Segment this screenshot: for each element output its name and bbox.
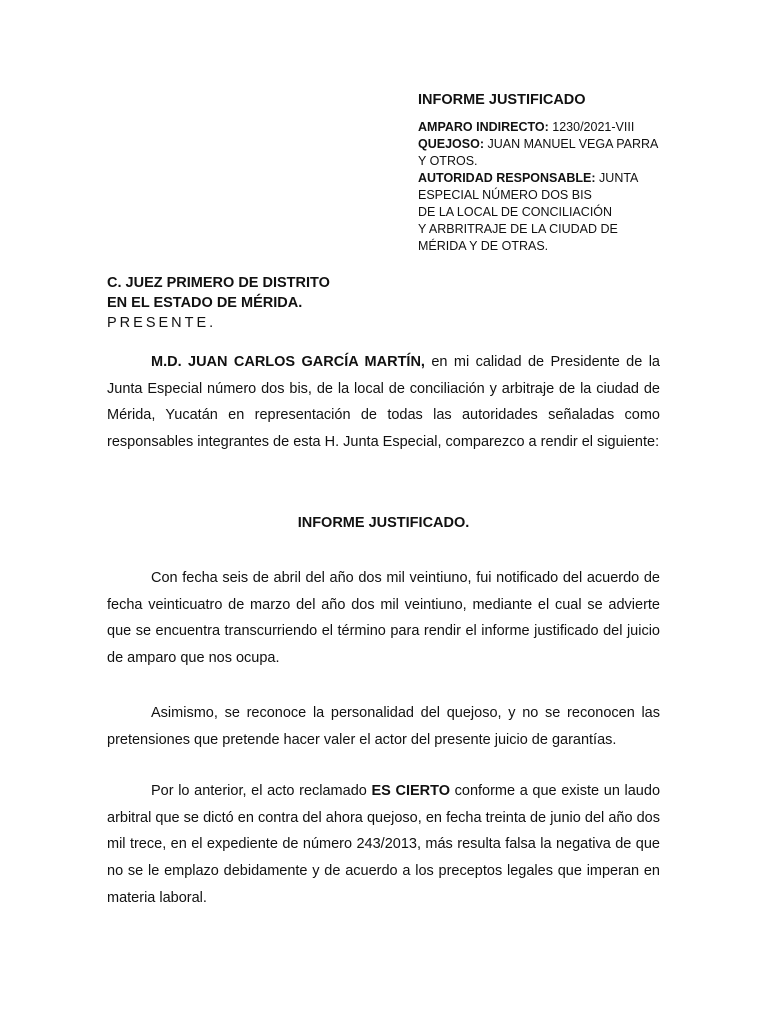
paragraph-notification: Con fecha seis de abril del año dos mil veintiuno, fui notificado del acuerdo de fecha veinticuatro de marzo del año dos mil veintiuno, mediante el cual se advierte que se encuentra transcurriendo el término para rendir el informe justificado del juicio de amparo que nos ocupa. — [107, 570, 660, 667]
es-cierto-text: ES CIERTO — [371, 783, 450, 799]
paragraph-act — [107, 778, 660, 912]
autoridad-value-cont-3: Y ARBRITRAJE DE LA CIUDAD DE — [418, 222, 618, 236]
autoridad-value-cont-2: DE LA LOCAL DE CONCILIACIÓN — [418, 205, 613, 219]
presente-text: PRESENTE. — [107, 315, 217, 331]
paragraph-intro — [107, 349, 660, 456]
addressee-line-2: EN EL ESTADO DE MÉRIDA. — [107, 295, 303, 311]
autoridad-value-cont-1: ESPECIAL NÚMERO DOS BIS — [418, 188, 592, 202]
section-heading: INFORME JUSTIFICADO. — [297, 515, 470, 531]
autoridad-value-cont-4: MÉRIDA Y DE OTRAS. — [418, 239, 549, 253]
autoridad-label: AUTORIDAD RESPONSABLE: — [418, 171, 596, 185]
amparo-value: 1230/2021-VIII — [552, 120, 635, 134]
addressee-line-1: C. JUEZ PRIMERO DE DISTRITO — [107, 275, 330, 291]
quejoso-value-cont: Y OTROS. — [418, 154, 478, 168]
paragraph-personality: Asimismo, se reconoce la personalidad del quejoso, y no se reconocen las pretensiones que pretende hacer valer el actor del presente juicio de garantías. — [107, 705, 660, 748]
quejoso-line — [418, 136, 678, 153]
signatory-name: M.D. JUAN CARLOS GARCÍA MARTÍN, — [151, 354, 425, 370]
act-text-end: conforme a que existe un laudo arbitral que se dictó en contra del ahora quejoso, en fecha treinta de junio del año dos mil trece, en el expediente de número 243/2013, más resulta falsa la negativa de que no se le emplazo debidamente y de acuerdo a los preceptos legales que imperan en materia laboral. — [107, 783, 661, 906]
amparo-line — [418, 119, 678, 136]
case-info — [418, 119, 678, 255]
amparo-label: AMPARO INDIRECTO: — [418, 120, 549, 134]
autoridad-line — [418, 170, 678, 187]
intro-text: en mi calidad de Presidente de la Junta Especial número dos bis, de la local de conciliación y arbitraje de la ciudad de Mérida, Yucatán en representación de todas las autoridades señaladas como responsables integrantes de esta H. Junta Especial, comparezco a rendir el siguiente: — [107, 354, 660, 451]
quejoso-value: JUAN MANUEL VEGA PARRA — [487, 137, 659, 151]
case-header — [418, 91, 678, 255]
document-title: INFORME JUSTIFICADO — [418, 92, 586, 108]
addressee-block — [107, 273, 667, 333]
autoridad-value: JUNTA — [599, 171, 639, 185]
act-text-start: Por lo anterior, el acto reclamado — [151, 783, 372, 799]
quejoso-label: QUEJOSO: — [418, 137, 484, 151]
